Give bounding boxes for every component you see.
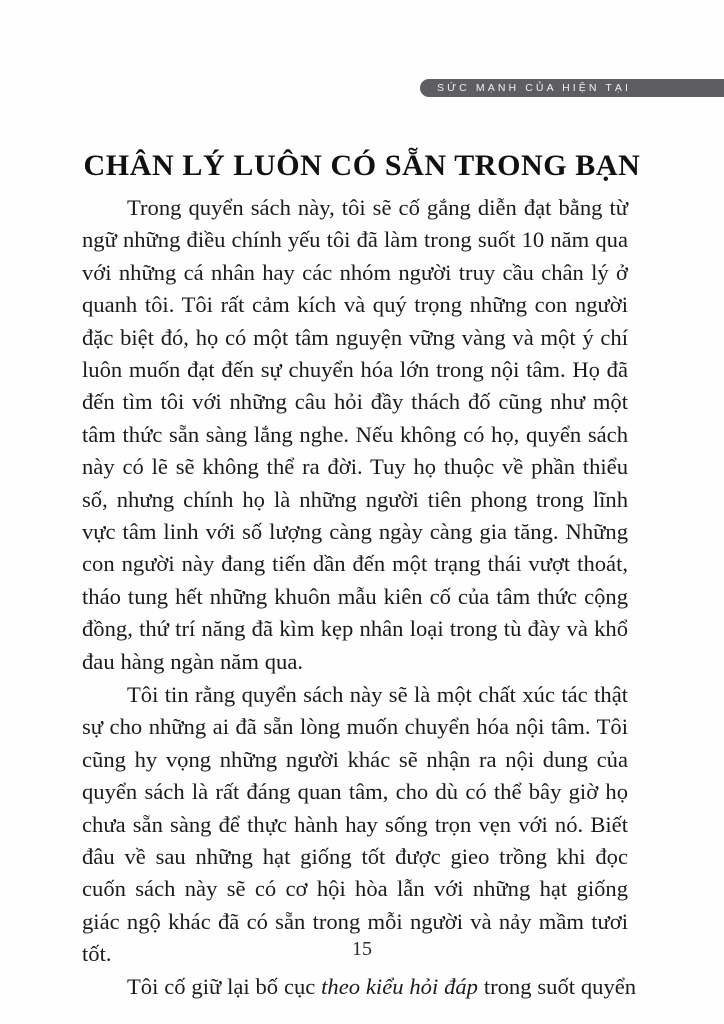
chapter-title: CHÂN LÝ LUÔN CÓ SẴN TRONG BẠN xyxy=(83,149,641,183)
running-header-title: SỨC MẠNH CỦA HIỆN TẠI xyxy=(437,82,632,94)
body-paragraph-2: Tôi tin rằng quyển sách này sẽ là một chất xúc tác thật sự cho những ai đã sẵn lòng muốn chuyển hóa nội tâm. Tôi cũng hy vọng những người khác sẽ nhận ra nội dung của quyển sách là rất đáng quan tâm, cho dù có thể bây giờ họ chưa sẵn sàng để thực hành hay sống trọn vẹn với nó. Biết đâu về sau những hạt giống tốt được gieo trồng khi đọc cuốn sách này sẽ có cơ hội hòa lẫn với những hạt giống giác ngộ khác đã có sẵn trong mỗi người và nảy mầm tươi tốt. xyxy=(82,681,628,967)
body-paragraph-1: Trong quyển sách này, tôi sẽ cố gắng diễn đạt bằng từ ngữ những điều chính yếu tôi đã làm trong suốt 10 năm qua với những cá nhân hay các nhóm người truy cầu chân lý ở quanh tôi. Tôi rất cảm kích và quý trọng những con người đặc biệt đó, họ có một tâm nguyện vững vàng và một ý chí luôn muốn đạt đến sự chuyển hóa lớn trong nội tâm. Họ đã đến tìm tôi với những câu hỏi đầy thách đố cũng như một tâm thức sẵn sàng lắng nghe. Nếu không có họ, quyển sách này có lẽ sẽ không thể ra đời. Tuy họ thuộc về phần thiểu số, nhưng chính họ là những người tiên phong trong lĩnh vực tâm linh với số lượng càng ngày càng gia tăng. Những con người này đang tiến dần đến một trạng thái vượt thoát, tháo tung hết những khuôn mẫu kiên cố của tâm thức cộng đồng, thứ trí năng đã kìm kẹp nhân loại trong tù đày và khổ đau hàng ngàn năm qua. xyxy=(82,195,628,674)
page-number: 15 xyxy=(352,938,372,960)
body-paragraph-3-emphasis: theo kiểu hỏi đáp xyxy=(321,974,478,1000)
body-text-column xyxy=(82,192,637,1004)
body-paragraph-3 xyxy=(82,971,637,1003)
body-paragraph-3-tail: trong suốt quyển xyxy=(477,974,637,1000)
running-header xyxy=(420,79,724,97)
body-paragraph-3-lead: Tôi cố giữ lại bố cục xyxy=(127,974,322,1000)
